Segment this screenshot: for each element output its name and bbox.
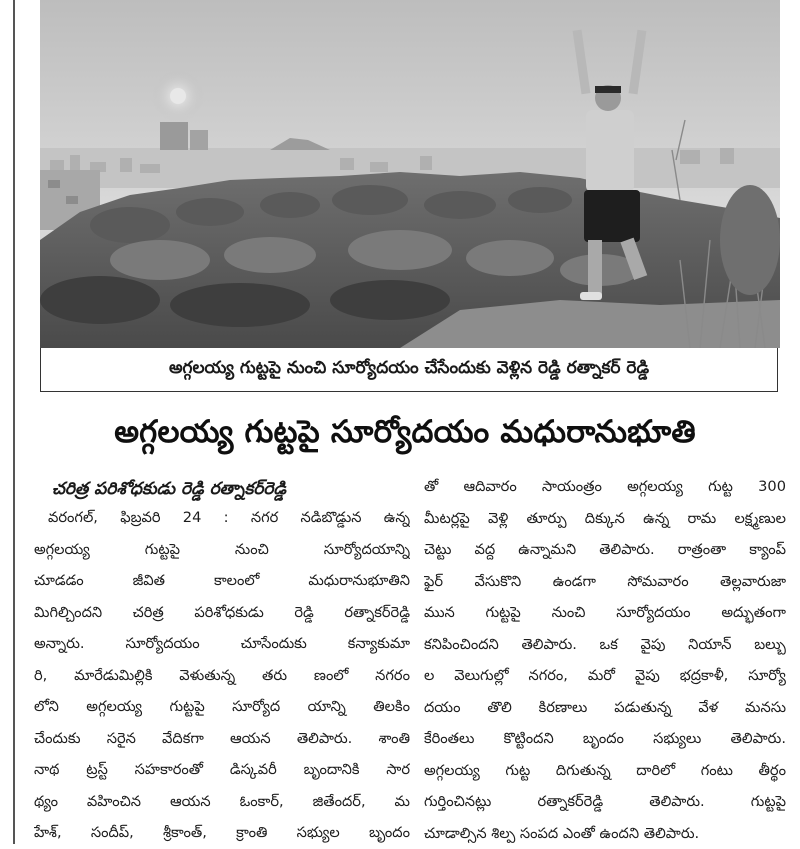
body-line: అగ్గలయ్య గుట్ట దిగుతున్న దారిలో గంటు తీర్థం — [424, 755, 786, 787]
body-line: థ్యం వహించిన ఆయన ఓంకార్, జితేందర్, మ — [34, 786, 410, 818]
body-line: చేందుకు సరైన వేదికగా ఆయన తెలిపారు. శాంతి — [34, 723, 410, 755]
body-line: చెట్టు వద్ద ఉన్నామని తెలిపారు. రాత్రంతా క్యాంప్ — [424, 534, 786, 566]
article-column-right — [424, 471, 786, 849]
body-line: మిగిల్చిందని చరిత్ర పరిశోధకుడు రెడ్డి రత్నాకర్‌రెడ్డి — [34, 597, 410, 629]
body-line: చూడడం జీవిత కాలంలో మధురానుభూతిని — [34, 565, 410, 597]
sunrise-hill-photo-icon — [40, 0, 780, 348]
body-line: చూడాల్సిన శిల్ప సంపద ఎంతో ఉందని తెలిపారు. — [424, 818, 786, 849]
news-photo — [40, 0, 780, 348]
article-headline: అగ్గలయ్య గుట్టపై సూర్యోదయం మధురానుభూతి — [30, 414, 780, 466]
article-byline: చరిత్ర పరిశోధకుడు రెడ్డి రత్నాకర్‌రెడ్డి — [52, 479, 412, 503]
body-line: అన్నారు. సూర్యోదయం చూసేందుకు కన్యాకుమా — [34, 628, 410, 660]
column-rule — [13, 0, 15, 844]
body-line: హేశ్, సందీప్, శ్రీకాంత్, క్రాంతి సభ్యుల బృందం — [34, 817, 410, 849]
body-line: గుర్తించినట్లు రత్నాకర్‌రెడ్డి తెలిపారు. గుట్టపై — [424, 786, 786, 818]
body-line: దయం తొలి కిరణాలు పడుతున్న వేళ మనసు — [424, 692, 786, 724]
photo-caption-text: అగ్గలయ్య గుట్టపై నుంచి సూర్యోదయం చేసేందుకు వెళ్లిన రెడ్డి రత్నాకర్ రెడ్డి — [169, 358, 649, 382]
body-line: కనిపించిందని తెలిపారు. ఒక వైపు నియాన్ బల్బు — [424, 629, 786, 661]
body-line: తో ఆదివారం సాయంత్రం అగ్గలయ్య గుట్ట 300 — [424, 471, 786, 503]
body-line: ల వెలుగుల్లో నగరం, మరో వైపు భద్రకాళీ, సూర్యో — [424, 660, 786, 692]
body-line: లోని అగ్గలయ్య గుట్టపై సూర్యోద యాన్ని తిలకిం — [34, 691, 410, 723]
body-line: కేరింతలు కొట్టిందని బృందం సభ్యులు తెలిపారు. — [424, 723, 786, 755]
photo-caption — [40, 348, 778, 392]
body-line: నాథ ట్రస్ట్ సహకారంతో డిస్కవరీ బృందానికి సార — [34, 754, 410, 786]
body-line: రి, మారేడుమిల్లికి వెళుతున్న తరు ణంలో నగరం — [34, 660, 410, 692]
body-line: మున గుట్టపై నుంచి సూర్యోదయం అద్భుతంగా — [424, 597, 786, 629]
article-column-left — [34, 502, 410, 849]
body-line: వరంగల్, ఫిబ్రవరి 24 : నగర నడిబొడ్డున ఉన్న — [34, 502, 410, 534]
body-line: అగ్గలయ్య గుట్టపై నుంచి సూర్యోదయాన్ని — [34, 534, 410, 566]
body-line: మీటర్లపై వెళ్లి తూర్పు దిక్కున ఉన్న రామ లక్ష్మణుల — [424, 503, 786, 535]
body-line: ఫైర్ వేసుకొని ఉండగా సోమవారం తెల్లవారుజా — [424, 566, 786, 598]
